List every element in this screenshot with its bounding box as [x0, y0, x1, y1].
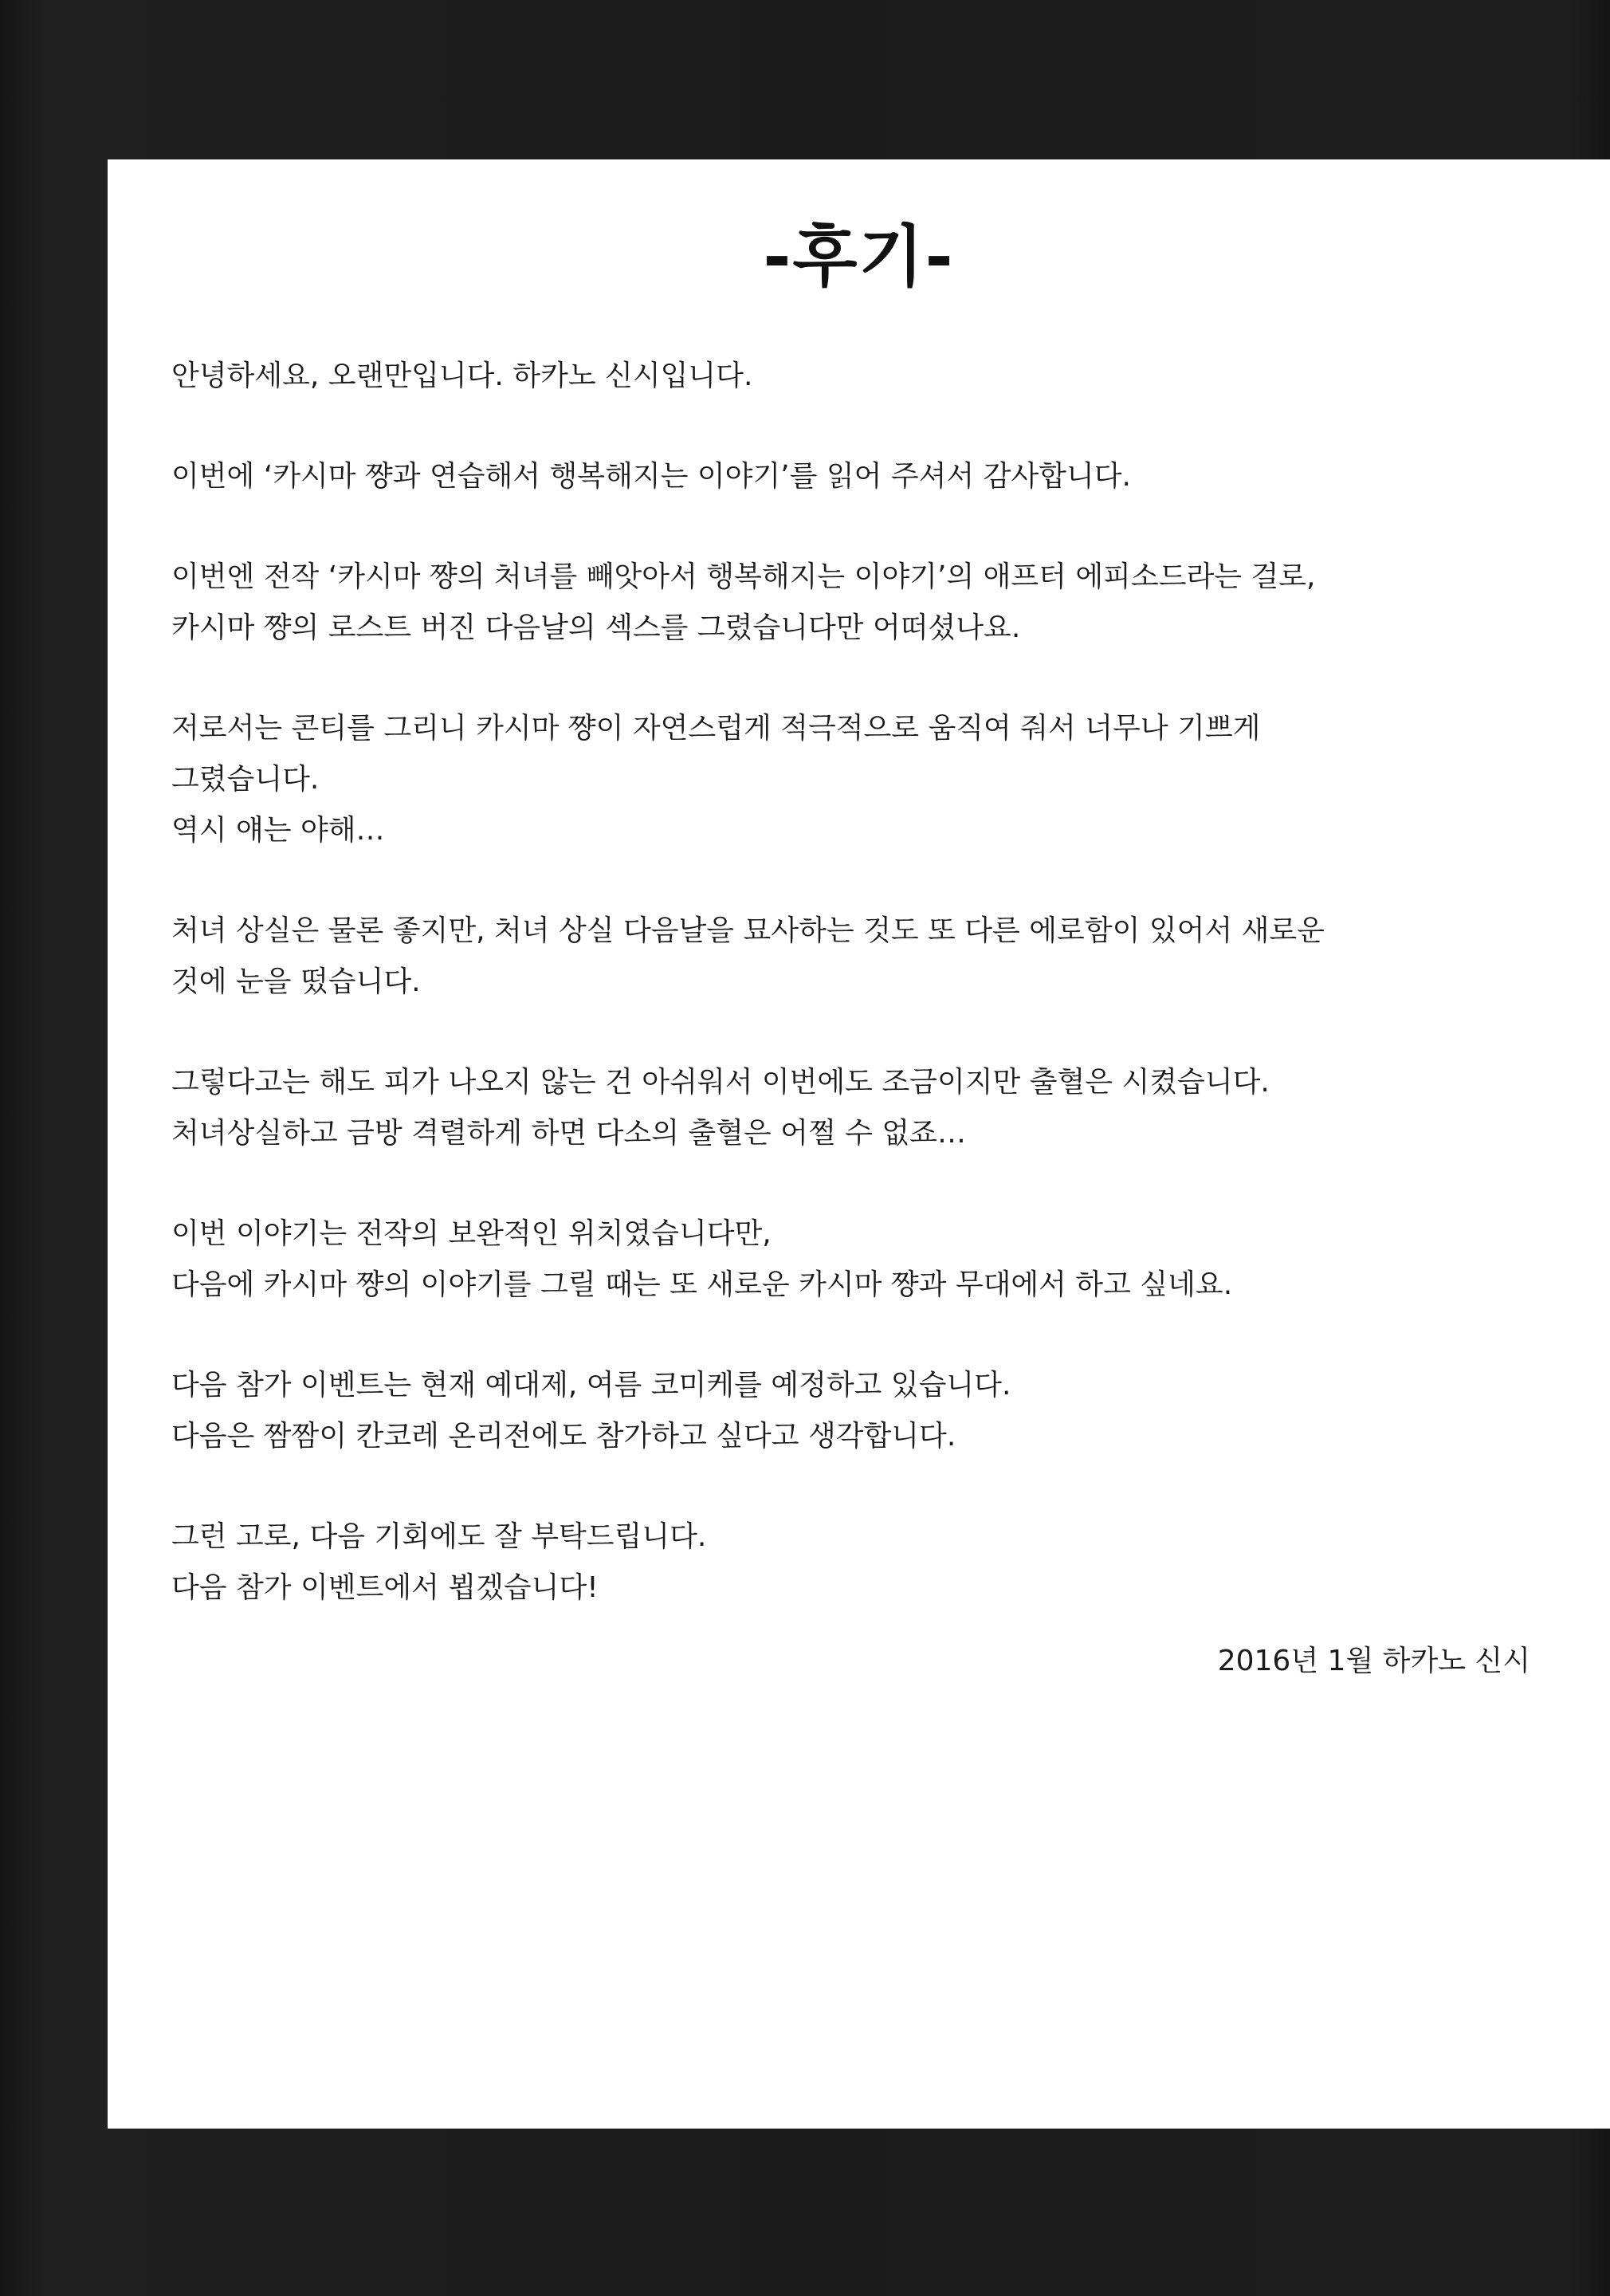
text-line: 이번에 ‘카시마 쨩과 연습해서 행복해지는 이야기’를 읽어 주셔서 감사합니다. [171, 460, 1131, 493]
text-line: 그렇다고는 해도 피가 나오지 않는 건 아쉬워서 이번에도 조금이지만 출혈은 시켰습니다. [171, 1066, 1270, 1099]
afterword-page [108, 159, 1610, 2129]
text-line: 카시마 쨩의 로스트 버진 다음날의 섹스를 그렸습니다만 어떠셨나요. [171, 611, 1021, 644]
text-line: 저로서는 콘티를 그리니 카시마 쨩이 자연스럽게 적극적으로 움직여 줘서 너무나 기쁘게 [171, 712, 1261, 745]
paragraph-5 [171, 906, 1542, 1008]
text-line: 다음 참가 이벤트는 현재 예대제, 여름 코미케를 예정하고 있습니다. [171, 1369, 1011, 1402]
text-line: 그렸습니다. [171, 763, 320, 796]
paragraph-4 [171, 703, 1542, 856]
text-line: 그런 고로, 다음 기회에도 잘 부탁드립니다. [171, 1520, 707, 1553]
text-line: 다음에 카시마 쨩의 이야기를 그릴 때는 또 새로운 카시마 쨩과 무대에서 하고 싶네요. [171, 1268, 1233, 1301]
paragraph-7 [171, 1209, 1542, 1311]
text-line: 역시 얘는 야해… [171, 814, 385, 847]
page-title: -후기- [763, 218, 955, 296]
text-line: 처녀 상실은 물론 좋지만, 처녀 상실 다음날을 묘사하는 것도 또 다른 에로함이 있어서 새로운 [171, 914, 1325, 947]
text-line: 다음 참가 이벤트에서 뵙겠습니다! [171, 1571, 599, 1604]
text-line: 이번 이야기는 전작의 보완적인 위치였습니다만, [171, 1217, 772, 1250]
text-line: 다음은 짬짬이 칸코레 온리전에도 참가하고 싶다고 생각합니다. [171, 1420, 956, 1453]
paragraph-9 [171, 1512, 1542, 1614]
paragraph-1 [171, 351, 1542, 402]
text-line: 것에 눈을 떴습니다. [171, 965, 421, 998]
paragraph-6 [171, 1057, 1542, 1159]
text-line: 이번엔 전작 ‘카시마 쨩의 처녀를 빼앗아서 행복해지는 이야기’의 애프터 에피소드라는 걸로, [171, 560, 1316, 593]
paragraph-8 [171, 1360, 1542, 1462]
paragraph-2 [171, 451, 1542, 502]
signature: 2016년 1월 하카노 신시 [1217, 1645, 1530, 1677]
text-line: 안녕하세요, 오랜만입니다. 하카노 신시입니다. [171, 360, 753, 392]
text-line: 처녀상실하고 금방 격렬하게 하면 다소의 출혈은 어쩔 수 없죠… [171, 1117, 966, 1150]
afterword-body [171, 351, 1542, 1663]
paragraph-3 [171, 552, 1542, 654]
